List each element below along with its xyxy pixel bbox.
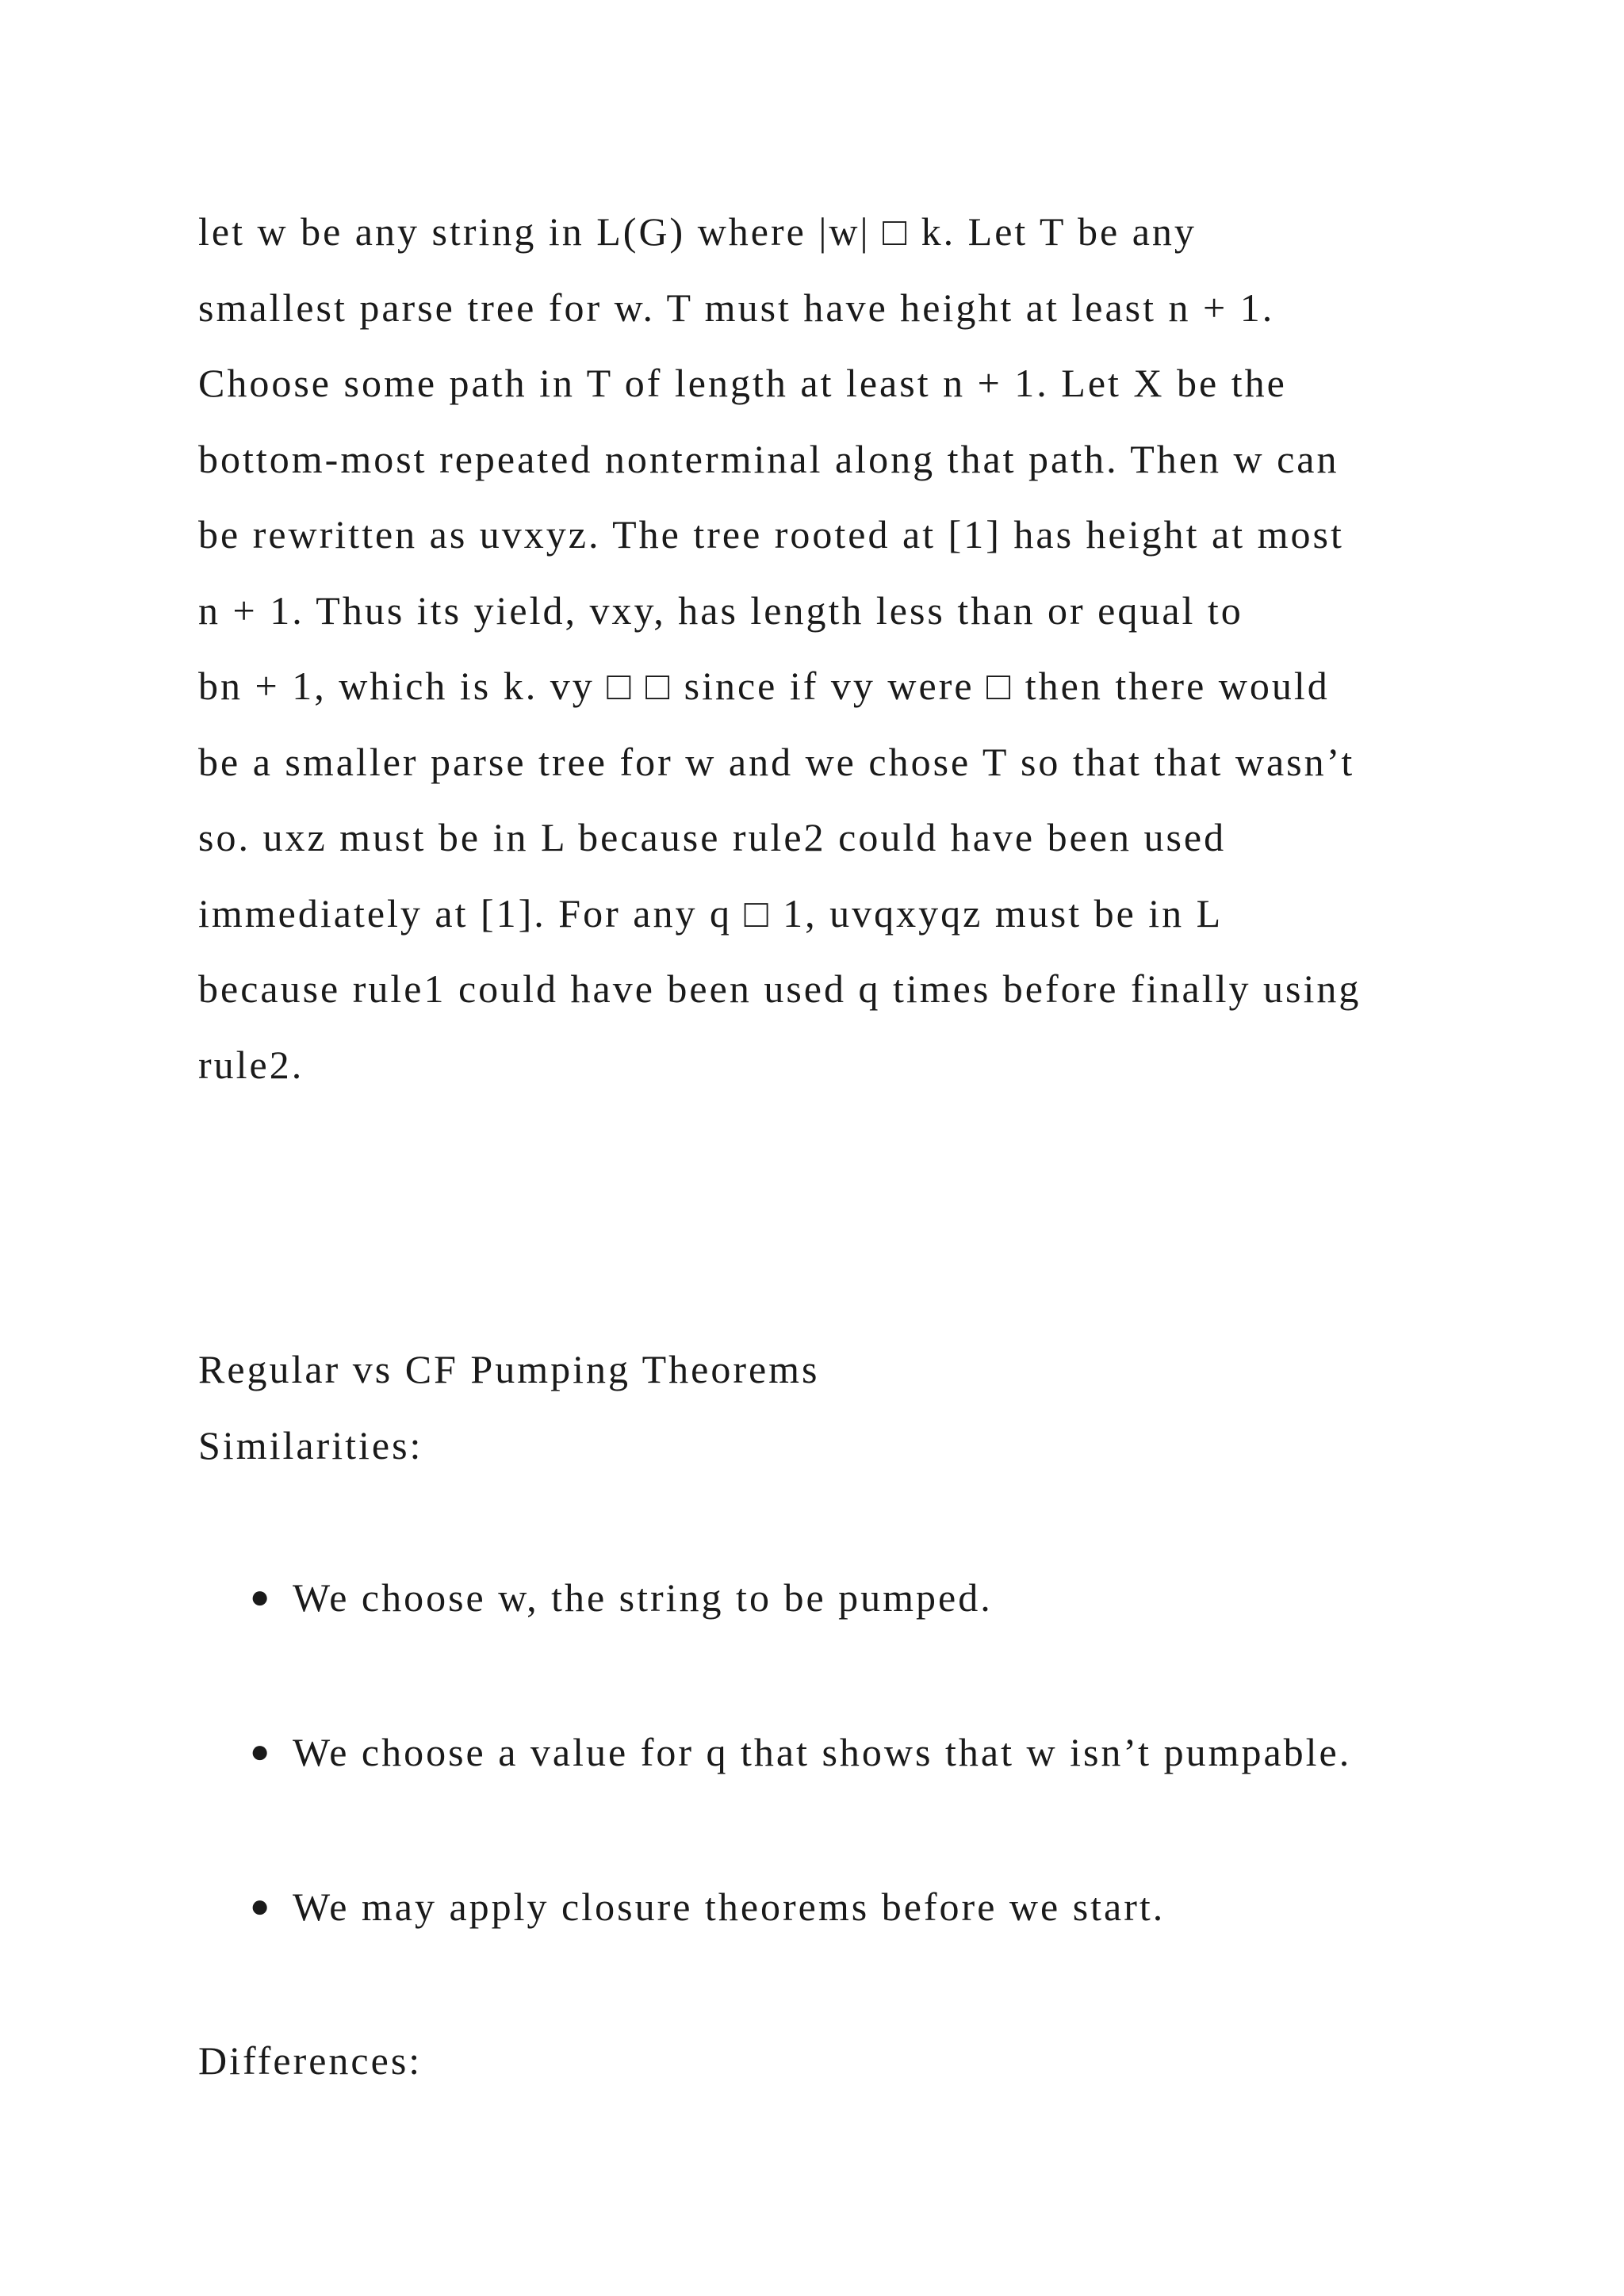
differences-label: Differences:: [198, 2038, 423, 2083]
list-item: [250, 1883, 1351, 2038]
paragraph-line: be rewritten as uvxyz. The tree rooted at [1] has height at most: [198, 512, 1344, 557]
paragraph-line: smallest parse tree for w. T must have height at least n + 1.: [198, 285, 1275, 330]
list-item: [250, 1728, 1351, 1883]
bullet-icon: ●: [250, 1579, 273, 1616]
paragraph-line: let w be any string in L(G) where |w| □ k. Let T be any: [198, 209, 1197, 254]
paragraph-line: immediately at [1]. For any q □ 1, uvqxyqz must be in L: [198, 890, 1224, 936]
bullet-icon: ●: [250, 1888, 273, 1925]
paragraph-line: because rule1 could have been used q times before finally using: [198, 966, 1362, 1011]
paragraph-line: bn + 1, which is k. vy □ □ since if vy were □ then there would: [198, 664, 1330, 708]
paragraph-line: bottom-most repeated nonterminal along that path. Then w can: [198, 436, 1339, 481]
similarities-label: Similarities:: [198, 1423, 423, 1468]
paragraph-line: be a smaller parse tree for w and we chose T so that that wasn’t: [198, 739, 1355, 784]
section-title: Regular vs CF Pumping Theorems: [198, 1347, 820, 1391]
similarities-list: [250, 1574, 1351, 2038]
paragraph-line: Choose some path in T of length at least n + 1. Let X be the: [198, 361, 1287, 405]
bullet-icon: ●: [250, 1734, 273, 1770]
paragraph-line: n + 1. Thus its yield, vxy, has length less than or equal to: [198, 587, 1243, 633]
list-item: [250, 1574, 1351, 1728]
list-item-text: We choose a value for q that shows that w isn’t pumpable.: [293, 1730, 1352, 1774]
paragraph-line: rule2.: [198, 1042, 304, 1087]
list-item-text: We choose w, the string to be pumped.: [293, 1575, 993, 1620]
paragraph-line: so. uxz must be in L because rule2 could have been used: [198, 815, 1227, 859]
proof-paragraph: [198, 194, 1467, 1103]
list-item-text: We may apply closure theorems before we start.: [293, 1885, 1166, 1929]
